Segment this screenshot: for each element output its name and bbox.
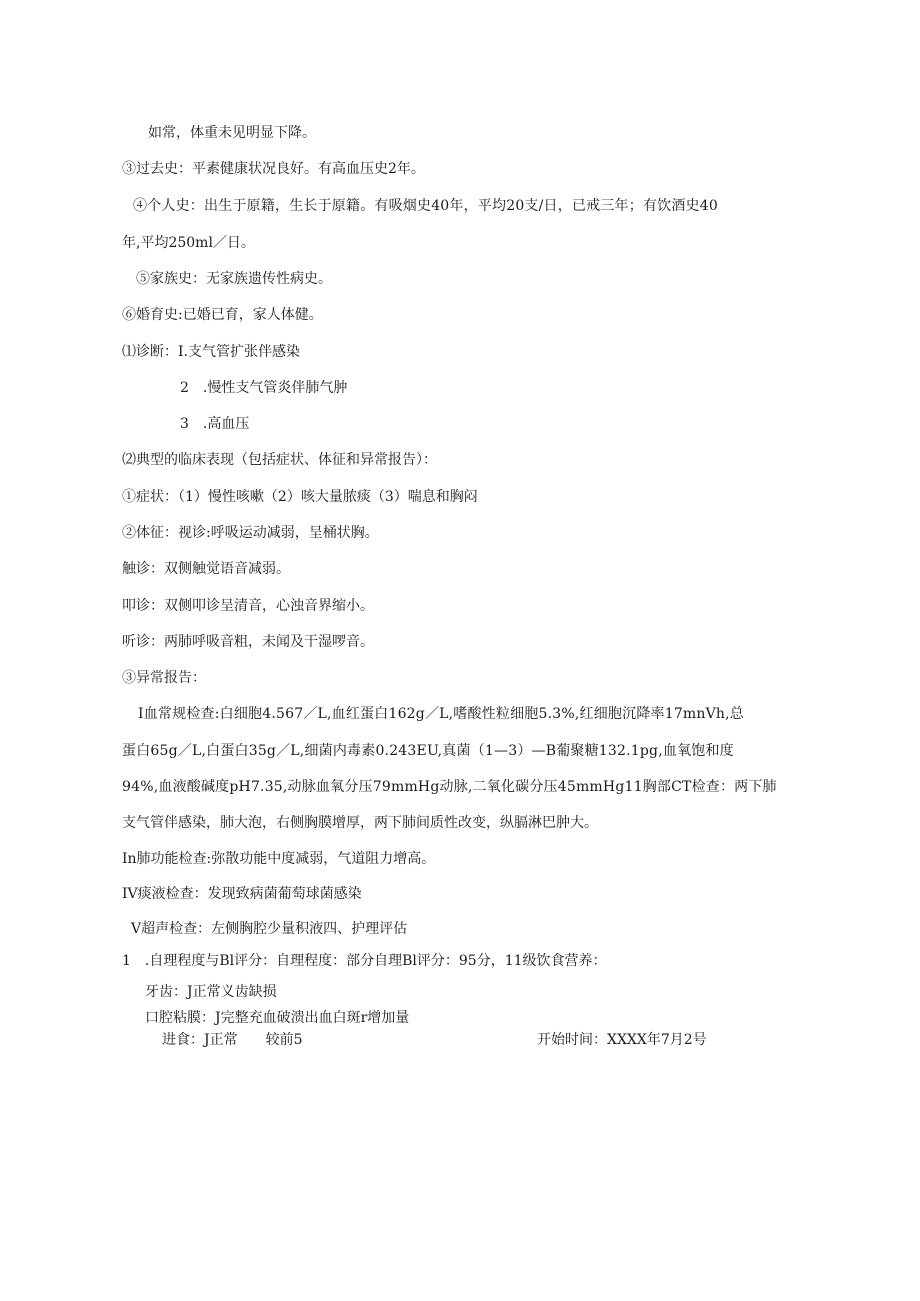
text-line: V超声检查：左侧胸腔少量积液四、护理评估 [131,921,408,937]
text-line: 牙齿：J正常义齿缺损 [145,984,277,1000]
text-line: 年,平均250ml／日。 [122,235,255,251]
start-time-text: 开始时间：XXXX年7月2号 [537,1032,707,1048]
text-line: In肺功能检查:弥散功能中度减弱，气道阻力增高。 [122,851,436,867]
text-line: ④个人史：出生于原籍，生长于原籍。有吸烟史40年，平均20支/日，已戒三年；有饮酒史40 [133,198,718,214]
text-line: 支气管伴感染，肺大泡，右侧胸膜增厚，两下肺间质性改变，纵膈淋巴肿大。 [122,815,598,831]
text-line: 听诊：两肺呼吸音粗，未闻及干湿啰音。 [122,634,374,650]
text-line: ③过去史：平素健康状况良好。有高血压史2年。 [122,161,425,177]
text-line: 蛋白65g／L,白蛋白35g／L,细菌内毒素0.243EU,真菌（1—3）—B葡聚糖132.1pg,血氧饱和度 [122,743,734,759]
text-line: 口腔粘膜：J完整充血破溃出血白斑r增加量 [145,1010,410,1026]
text-line: ①症状：（1）慢性咳嗽（2）咳大量脓痰（3）喘息和胸闷 [122,489,478,505]
text-line: ⑥婚育史:已婚已育，家人体健。 [122,307,323,323]
text-line: 触诊：双侧触觉语音减弱。 [122,561,290,577]
text-line: 如常，体重未见明显下降。 [148,125,316,141]
text-line: 3 .高血压 [180,416,250,432]
text-line: ⑴诊断：I.支气管扩张伴感染 [122,344,300,360]
text-line: 94%,血液酸碱度pH7.35,动脉血氧分压79mmHg动脉,二氧化碳分压45mmHg11胸部CT检查：两下肺 [122,779,777,795]
text-line: 进食：J正常 较前5 [162,1032,303,1048]
text-line: 2 .慢性支气管炎伴肺气肿 [180,380,348,396]
text-line: ②体征：视诊:呼吸运动减弱，呈桶状胸。 [122,525,379,541]
text-line: ⑤家族史：无家族遗传性病史。 [136,271,332,287]
text-line: 叩诊：双侧叩诊呈清音，心浊音界缩小。 [122,598,374,614]
text-line: ③异常报告： [122,670,206,686]
text-line: I血常规检查:白细胞4.567／L,血红蛋白162g／L,嗜酸性粒细胞5.3%,红细胞沉降率17mnVh,总 [138,706,745,722]
text-line: ⑵典型的临床表现（包括症状、体征和异常报告）： [122,452,437,468]
text-line: 1 .自理程度与Bl评分：自理程度：部分自理Bl评分：95分，11级饮食营养： [122,953,607,969]
text-line: IV痰液检查：发现致病菌葡萄球菌感染 [122,886,362,902]
